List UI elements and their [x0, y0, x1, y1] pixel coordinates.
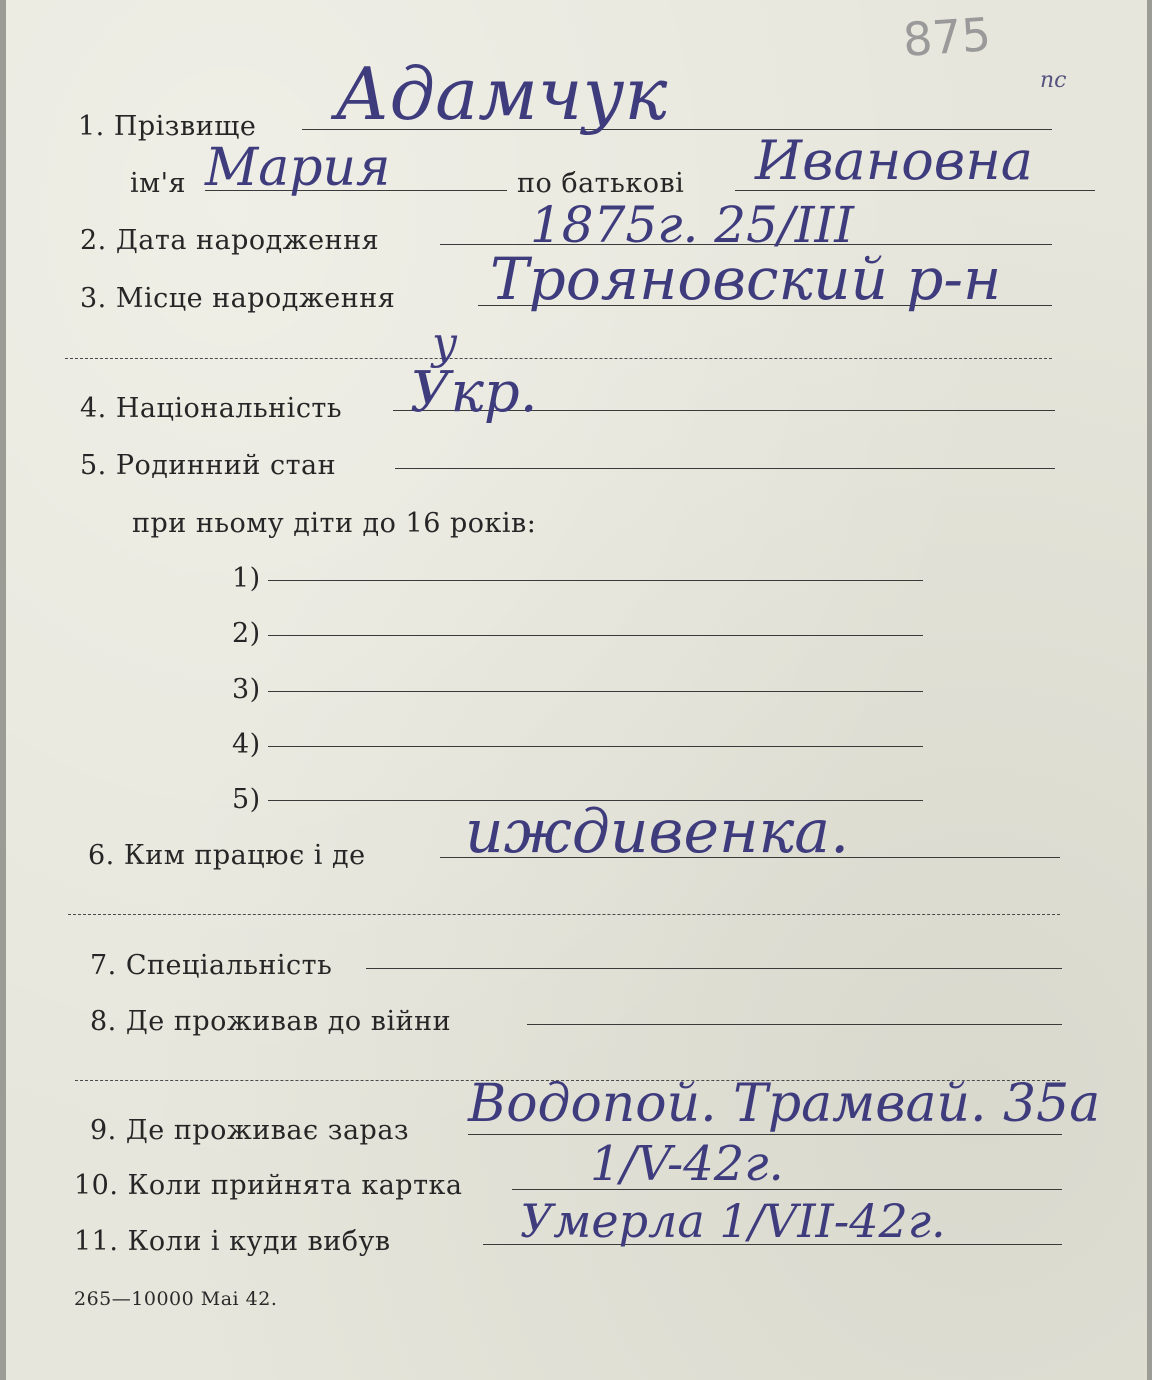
- label-marital-status: 5. Родинний стан: [80, 450, 337, 481]
- entry-departed: Умерла 1/VII-42г.: [520, 1194, 946, 1248]
- label-current-residence: 9. Де проживає зараз: [90, 1115, 410, 1146]
- label-nationality: 4. Національність: [80, 393, 343, 424]
- line-employment-2: [68, 914, 1060, 915]
- label-specialty: 7. Спеціальність: [90, 950, 333, 981]
- line-marital-status: [395, 468, 1055, 469]
- line-specialty: [366, 968, 1062, 969]
- scan-edge-right: [1147, 0, 1152, 1380]
- scan-edge-left: [0, 0, 6, 1380]
- child-slot-1-line: [268, 580, 923, 581]
- line-current-residence: [468, 1134, 1062, 1135]
- entry-surname: Адамчук: [335, 52, 668, 136]
- entry-patronymic: Ивановна: [755, 129, 1033, 192]
- child-slot-3-label: 3): [232, 674, 261, 705]
- entry-first-name: Мария: [205, 138, 391, 198]
- entry-current-residence: Водопой. Трамвай. 35а: [468, 1074, 1101, 1134]
- entry-nationality: Укр.: [410, 360, 538, 425]
- entry-employment: иждивенка.: [465, 797, 850, 867]
- child-slot-2-label: 2): [232, 618, 261, 649]
- child-slot-4-label: 4): [232, 729, 261, 760]
- label-patronymic: по батькові: [517, 168, 685, 199]
- child-slot-2-line: [268, 635, 923, 636]
- label-employment: 6. Ким працює і де: [88, 840, 366, 871]
- label-birth-date: 2. Дата народження: [80, 225, 380, 256]
- entry-card-accepted: 1/V-42г.: [590, 1136, 784, 1192]
- entry-birth-date: 1875г. 25/III: [530, 196, 855, 254]
- label-children: при ньому діти до 16 років:: [132, 508, 537, 539]
- child-slot-5-label: 5): [232, 784, 261, 815]
- small-mark: nc: [1040, 68, 1067, 93]
- archive-number: 875: [901, 7, 993, 67]
- entry-birth-place-1: Трояновский р-н: [490, 245, 1002, 313]
- label-card-accepted: 10. Коли прийнята картка: [74, 1170, 463, 1201]
- print-imprint: 265—10000 Mai 42.: [74, 1288, 278, 1310]
- line-prewar-residence: [527, 1024, 1062, 1025]
- label-first-name: ім'я: [130, 168, 187, 199]
- child-slot-3-line: [268, 691, 923, 692]
- label-departed: 11. Коли і куди вибув: [74, 1226, 391, 1257]
- line-birth-place-2: [65, 358, 1052, 359]
- entry-birth-place-2: у: [432, 318, 458, 369]
- child-slot-1-label: 1): [232, 563, 261, 594]
- label-birth-place: 3. Місце народження: [80, 283, 396, 314]
- child-slot-4-line: [268, 746, 923, 747]
- label-surname: 1. Прізвище: [78, 111, 257, 142]
- label-prewar-residence: 8. Де проживав до війни: [90, 1006, 452, 1037]
